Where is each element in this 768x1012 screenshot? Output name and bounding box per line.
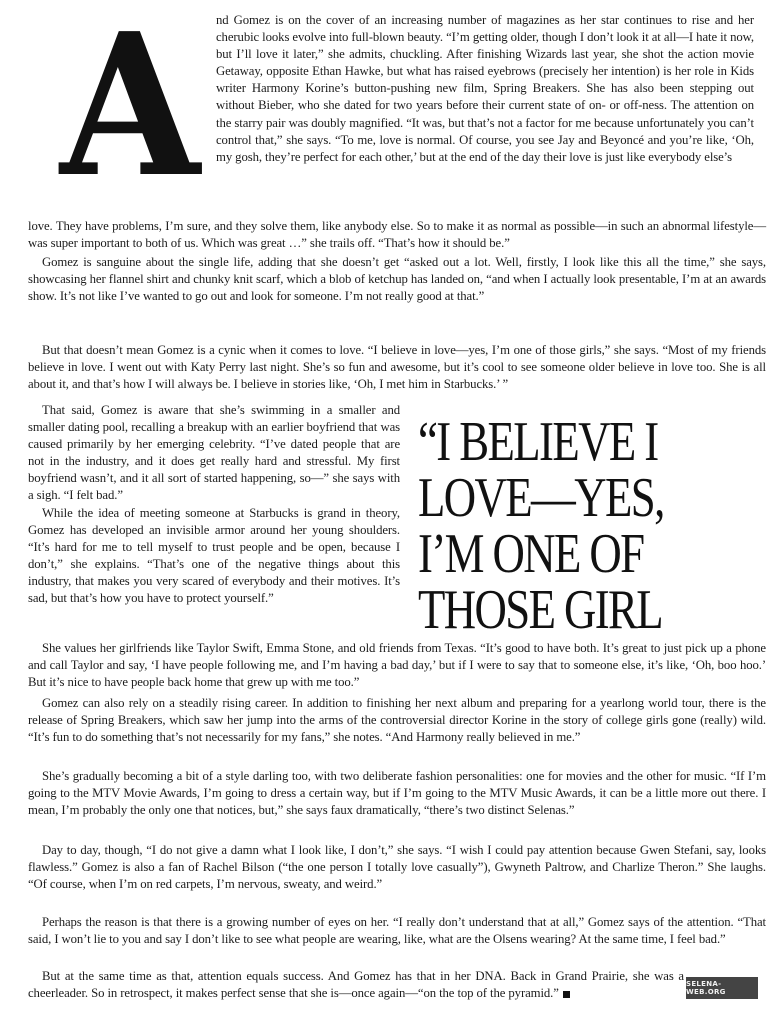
pull-quote-line-1: “I BELIEVE I <box>418 414 658 473</box>
pull-quote <box>418 414 768 638</box>
paragraph-2: Gomez is sanguine about the single life, adding that she doesn’t get “asked out a lot. Well, firstly, I look like this all the time,” she says, showcasing her flannel shirt and chunky knit scarf, which a blob of ketchup has landed on, “and when I actually look presentable, I’m at an awards show. It’s not like I’ve wanted to go out and look for someone. I’m not really good at that.” <box>28 255 766 304</box>
paragraph-11-text: But at the same time as that, attention equals success. And Gomez has that in her DNA. Back in Grand Prairie, she was a cheerleader. So in retrospect, it makes perfect sense that she is—once again—“on the top of the pyramid.” <box>28 969 684 1001</box>
paragraph-7: Gomez can also rely on a steadily rising career. In addition to finishing her next album and preparing for a yearlong world tour, there is the release of Spring Breakers, which saw her jump into the arms of the controversial director Korine in the story of college girls gone (really) wild. “It’s fun to do something that’s not necessarily for my fans,” she notes. “And Harmony really believed in me.” <box>28 696 766 745</box>
paragraph-5: While the idea of meeting someone at Starbucks is grand in theory, Gomez has developed an invisible armor around her young shoulders. “It’s hard for me to tell myself to trust people and be open, because I don’t,” she explains. “That’s one of the negative things about this industry, that makes you very scared of everybody and their motives. It’s sad, but that’s how you have to protect yourself.” <box>28 506 400 606</box>
paragraph-4: That said, Gomez is aware that she’s swimming in a smaller and smaller dating pool, recalling a breakup with an earlier boyfriend that was caused primarily by her emerging celebrity. “I’ve dated people that are not in the industry, and it does get really hard and stressful. My first boyfriend wasn’t, and it all sort of started happening, so—” she says with a sigh. “I felt bad.” <box>28 403 400 503</box>
watermark-logo: SELENA-WEB.ORG <box>686 977 758 999</box>
paragraph-1-lead: nd Gomez is on the cover of an increasing number of magazines as her star continues to rise and her cherubic looks evolve into full-blown beauty. “I’m getting older, though I don’t look it at all—I hate it now, but I’ll love it later,” she admits, chuckling. After finishing Wizards last year, she shot the action movie Getaway, opposite Ethan Hawke, but what has raised eyebrows (precisely her intention) is her role in Kids writer Harmony Korine’s button-pushing new film, Spring Breakers. She has also been stepping out without Bieber, who she dated for two years before their current state of on- or off-ness. The attention on the starry pair was doubly magnified. “It was, but that’s not a factor for me because unfortunately you can’t control that,” she says. “To me, love is normal. Of course, you see Jay and Beyoncé and you’re like, ‘Oh, my gosh, they’re perfect for each other,’ but at the end of the day their love is just like everybody else’s <box>216 13 754 164</box>
paragraph-1-continued: love. They have problems, I’m sure, and they solve them, like anybody else. So to make it as normal as possible—in such an abnormal lifestyle—was super important to both of us. Which was great …” she trails off. “That’s how it should be.” <box>28 219 766 251</box>
paragraph-10: Perhaps the reason is that there is a growing number of eyes on her. “I really don’t understand that at all,” Gomez says of the attention. “That said, I won’t lie to you and say I don’t like to see what people are wearing, like, what are the Olsens wearing? At the same time, I feel bad.” <box>28 915 766 947</box>
pull-quote-line-3: I’M ONE OF <box>418 523 644 585</box>
pull-quote-line-4: THOSE GIRL <box>418 579 663 638</box>
paragraph-9: Day to day, though, “I do not give a damn what I look like, I don’t,” she says. “I wish I could pay attention because Gwen Stefani, say, looks flawless.” Gomez is also a fan of Rachel Bilson (“the one person I totally love casually”), Gwyneth Paltrow, and Charlize Theron.” She laughs. “Of course, when I’m on red carpets, I’m nervous, sweaty, and weird.” <box>28 843 766 892</box>
paragraph-11 <box>28 968 684 1002</box>
end-mark-icon <box>563 991 570 998</box>
paragraph-6: She values her girlfriends like Taylor Swift, Emma Stone, and old friends from Texas. “It’s good to have both. It’s great to just pick up a phone and call Taylor and say, ‘I have people following me, and I’m having a bad day,’ but if I were to say that to someone else, it’s like, ‘Oh, boo hoo.’ But it’s nice to have people back home that grew up with me too.” <box>28 641 766 690</box>
paragraph-8: She’s gradually becoming a bit of a style darling too, with two deliberate fashion personalities: one for movies and the other for music. “If I’m going to the MTV Movie Awards, I’m going to dress a certain way, but if I’m going to the MTV Music Awards, it can be a little more out there. I mean, I’m probably the only one that notices, but,” she says faux dramatically, “there’s two distinct Selenas.” <box>28 769 766 818</box>
drop-cap-letter: A <box>60 0 200 221</box>
pull-quote-line-2: LOVE—YES, <box>418 467 664 529</box>
paragraph-3: But that doesn’t mean Gomez is a cynic when it comes to love. “I believe in love—yes, I’m one of those girls,” she says. “Most of my friends believe in love. I went out with Katy Perry last night. She’s so fun and awesome, but it’s cool to see someone older believe in love too. She is all about it, and that’s how I will always be. I believe in stories like, ‘Oh, I met him in Starbucks.’ ” <box>28 343 766 392</box>
